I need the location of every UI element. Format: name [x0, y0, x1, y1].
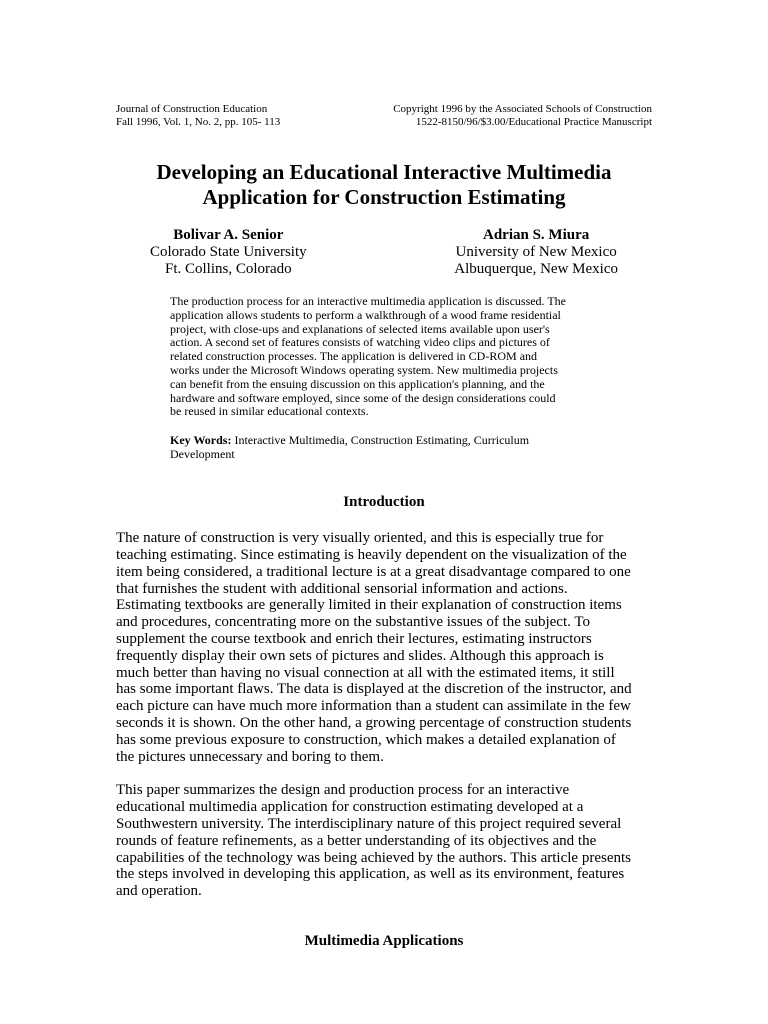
journal-header: [116, 103, 652, 129]
text-line: has some previous exposure to construction, which makes a detailed explanation of: [116, 731, 616, 748]
text-line: supplement the course textbook and enrich their lectures, estimating instructors: [116, 630, 592, 647]
text-line: and procedures, concentrating more on the substantive issues of the subject. To: [116, 614, 590, 631]
text-line: has some important flaws. The data is displayed at the discretion of the instructor, and: [116, 681, 632, 698]
author-affiliation: University of New Mexico: [455, 244, 617, 260]
author-name: Bolivar A. Senior: [173, 227, 284, 243]
text-line: teaching estimating. Since estimating is heavily dependent on the visualization of the: [116, 546, 627, 563]
text-line: that furnishes the student with additional sensorial information and actions.: [116, 580, 568, 597]
text-line: each picture can have much more information than a student can assimilate in the few: [116, 698, 631, 715]
abstract-line: action. A second set of features consists of watching video clips and pictures of: [170, 335, 550, 350]
text-line: and operation.: [116, 883, 202, 900]
abstract-line: be reused in similar educational contexts.: [170, 404, 369, 419]
author-1: [150, 227, 307, 278]
author-block: [116, 227, 652, 278]
keywords-label: Key Words:: [170, 433, 232, 448]
text-line: Estimating textbooks are generally limited in their explanation of construction items: [116, 597, 622, 614]
paper-page: [116, 103, 652, 950]
text-line: The nature of construction is very visually oriented, and this is especially true for: [116, 530, 604, 547]
keywords-line-2: Development: [170, 447, 235, 462]
text-line: seconds it is shown. On the other hand, a growing percentage of construction students: [116, 714, 632, 731]
keywords: [170, 433, 598, 461]
author-location: Albuquerque, New Mexico: [454, 261, 618, 277]
abstract-line: can benefit from the ensuing discussion on this application's planning, and the: [170, 376, 545, 391]
author-2: [454, 227, 618, 278]
keywords-text: Interactive Multimedia, Construction Estimating, Curriculum: [231, 433, 530, 448]
author-location: Ft. Collins, Colorado: [164, 261, 292, 277]
author-affiliation: Colorado State University: [150, 244, 307, 260]
section-heading-multimedia: Multimedia Applications: [304, 932, 464, 949]
section-heading-introduction: Introduction: [343, 494, 425, 511]
journal-issue: Fall 1996, Vol. 1, No. 2, pp. 105- 113: [116, 116, 281, 128]
intro-paragraph-2: [116, 782, 652, 900]
abstract-line: project, with close-ups and explanations of selected items available upon user's: [170, 321, 550, 336]
journal-info: [116, 103, 280, 129]
author-name: Adrian S. Miura: [483, 227, 590, 243]
text-line: much better than having no visual connection at all with the estimated items, it still: [116, 664, 615, 681]
text-line: frequently display their own sets of pictures and slides. Although this approach is: [116, 647, 604, 664]
text-line: capabilities of the technology was being achieved by the authors. This article presents: [116, 849, 631, 866]
paper-title: [116, 160, 652, 210]
text-line: the steps involved in developing this application, as well as its environment, features: [116, 866, 625, 883]
text-line: educational multimedia application for construction estimating developed at a: [116, 799, 584, 816]
abstract-line: works under the Microsoft Windows operating system. New multimedia projects: [170, 362, 558, 377]
title-line-2: Application for Construction Estimating: [202, 185, 566, 209]
abstract-line: related construction processes. The application is delivered in CD-ROM and: [170, 349, 538, 364]
intro-paragraph-1: [116, 530, 652, 765]
journal-name: Journal of Construction Education: [116, 103, 268, 115]
text-line: rounds of feature refinements, as a better understanding of its objectives and the: [116, 832, 597, 849]
copyright-info: [393, 103, 652, 129]
text-line: item being considered, a traditional lecture is at a great disadvantage compared to one: [116, 563, 631, 580]
title-line-1: Developing an Educational Interactive Multimedia: [156, 160, 612, 184]
abstract: [170, 295, 598, 419]
text-line: Southwestern university. The interdisciplinary nature of this project required several: [116, 815, 622, 832]
keywords-line-1: [170, 433, 598, 447]
manuscript-line: 1522-8150/96/$3.00/Educational Practice Manuscript: [415, 116, 652, 128]
text-line: the pictures unnecessary and boring to them.: [116, 748, 384, 765]
abstract-line: The production process for an interactive multimedia application is discussed. The: [170, 294, 566, 308]
abstract-line: hardware and software employed, since some of the design considerations could: [170, 390, 556, 405]
copyright-line: Copyright 1996 by the Associated Schools of Construction: [393, 103, 652, 115]
text-line: This paper summarizes the design and production process for an interactive: [116, 782, 570, 799]
abstract-line: application allows students to perform a walkthrough of a wood frame residential: [170, 307, 561, 322]
